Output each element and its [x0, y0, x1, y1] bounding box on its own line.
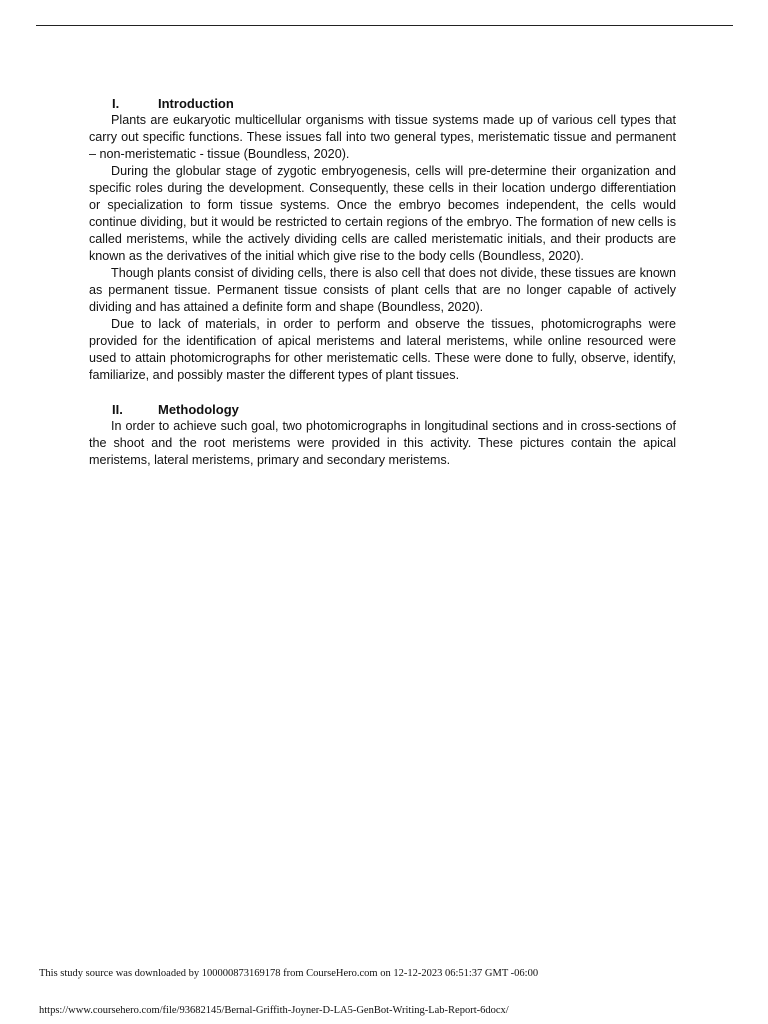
source-url[interactable]: https://www.coursehero.com/file/93682145/Bernal-Griffith-Joyner-D-LA5-GenBot-Writing-Lab-Report-6docx/	[39, 1005, 509, 1016]
paragraph: Plants are eukaryotic multicellular organisms with tissue systems made up of various cell types that carry out specific functions. These issues fall into two general types, meristematic tissue and permanent – non-meristematic - tissue (Boundless, 2020).	[89, 113, 676, 161]
paragraph: Due to lack of materials, in order to perform and observe the tissues, photomicrographs were provided for the identification of apical meristems and lateral meristems, while online resourced were used to attain photomicrographs for other meristematic cells. These were done to fully, observe, identify, familiarize, and possibly master the different types of plant tissues.	[89, 317, 676, 382]
paragraph: During the globular stage of zygotic embryogenesis, cells will pre-determine their organization and specific roles during the development. Consequently, these cells in their location undergo differentiation or specialization to form tissue systems. Once the embryo becomes independent, the cells would continue dividing, but it would be restricted to certain regions of the embryo. The formation of new cells is called meristems, while the actively dividing cells are called meristematic initials, and their products are known as the derivatives of the initial which give rise to the body cells (Boundless, 2020).	[89, 164, 676, 263]
section-title: Methodology	[158, 402, 239, 417]
paragraph: Though plants consist of dividing cells, there is also cell that does not divide, these tissues are known as permanent tissue. Permanent tissue consists of plant cells that are no longer capable of actively dividing and has attained a definite form and shape (Boundless, 2020).	[89, 266, 676, 314]
section-number: II.	[112, 402, 123, 417]
top-rule	[36, 25, 733, 26]
download-notice: This study source was downloaded by 100000873169178 from CourseHero.com on 12-12-2023 06:51:37 GMT -06:00	[39, 968, 539, 979]
section-heading-introduction	[112, 95, 676, 112]
paragraph: In order to achieve such goal, two photomicrographs in longitudinal sections and in cross-sections of the shoot and the root meristems were provided in this activity. These pictures contain the apical meristems, lateral meristems, primary and secondary meristems.	[89, 419, 676, 467]
section-title: Introduction	[158, 96, 234, 111]
document-body	[89, 95, 676, 469]
section-number: I.	[112, 96, 120, 111]
section-heading-methodology	[112, 401, 676, 418]
